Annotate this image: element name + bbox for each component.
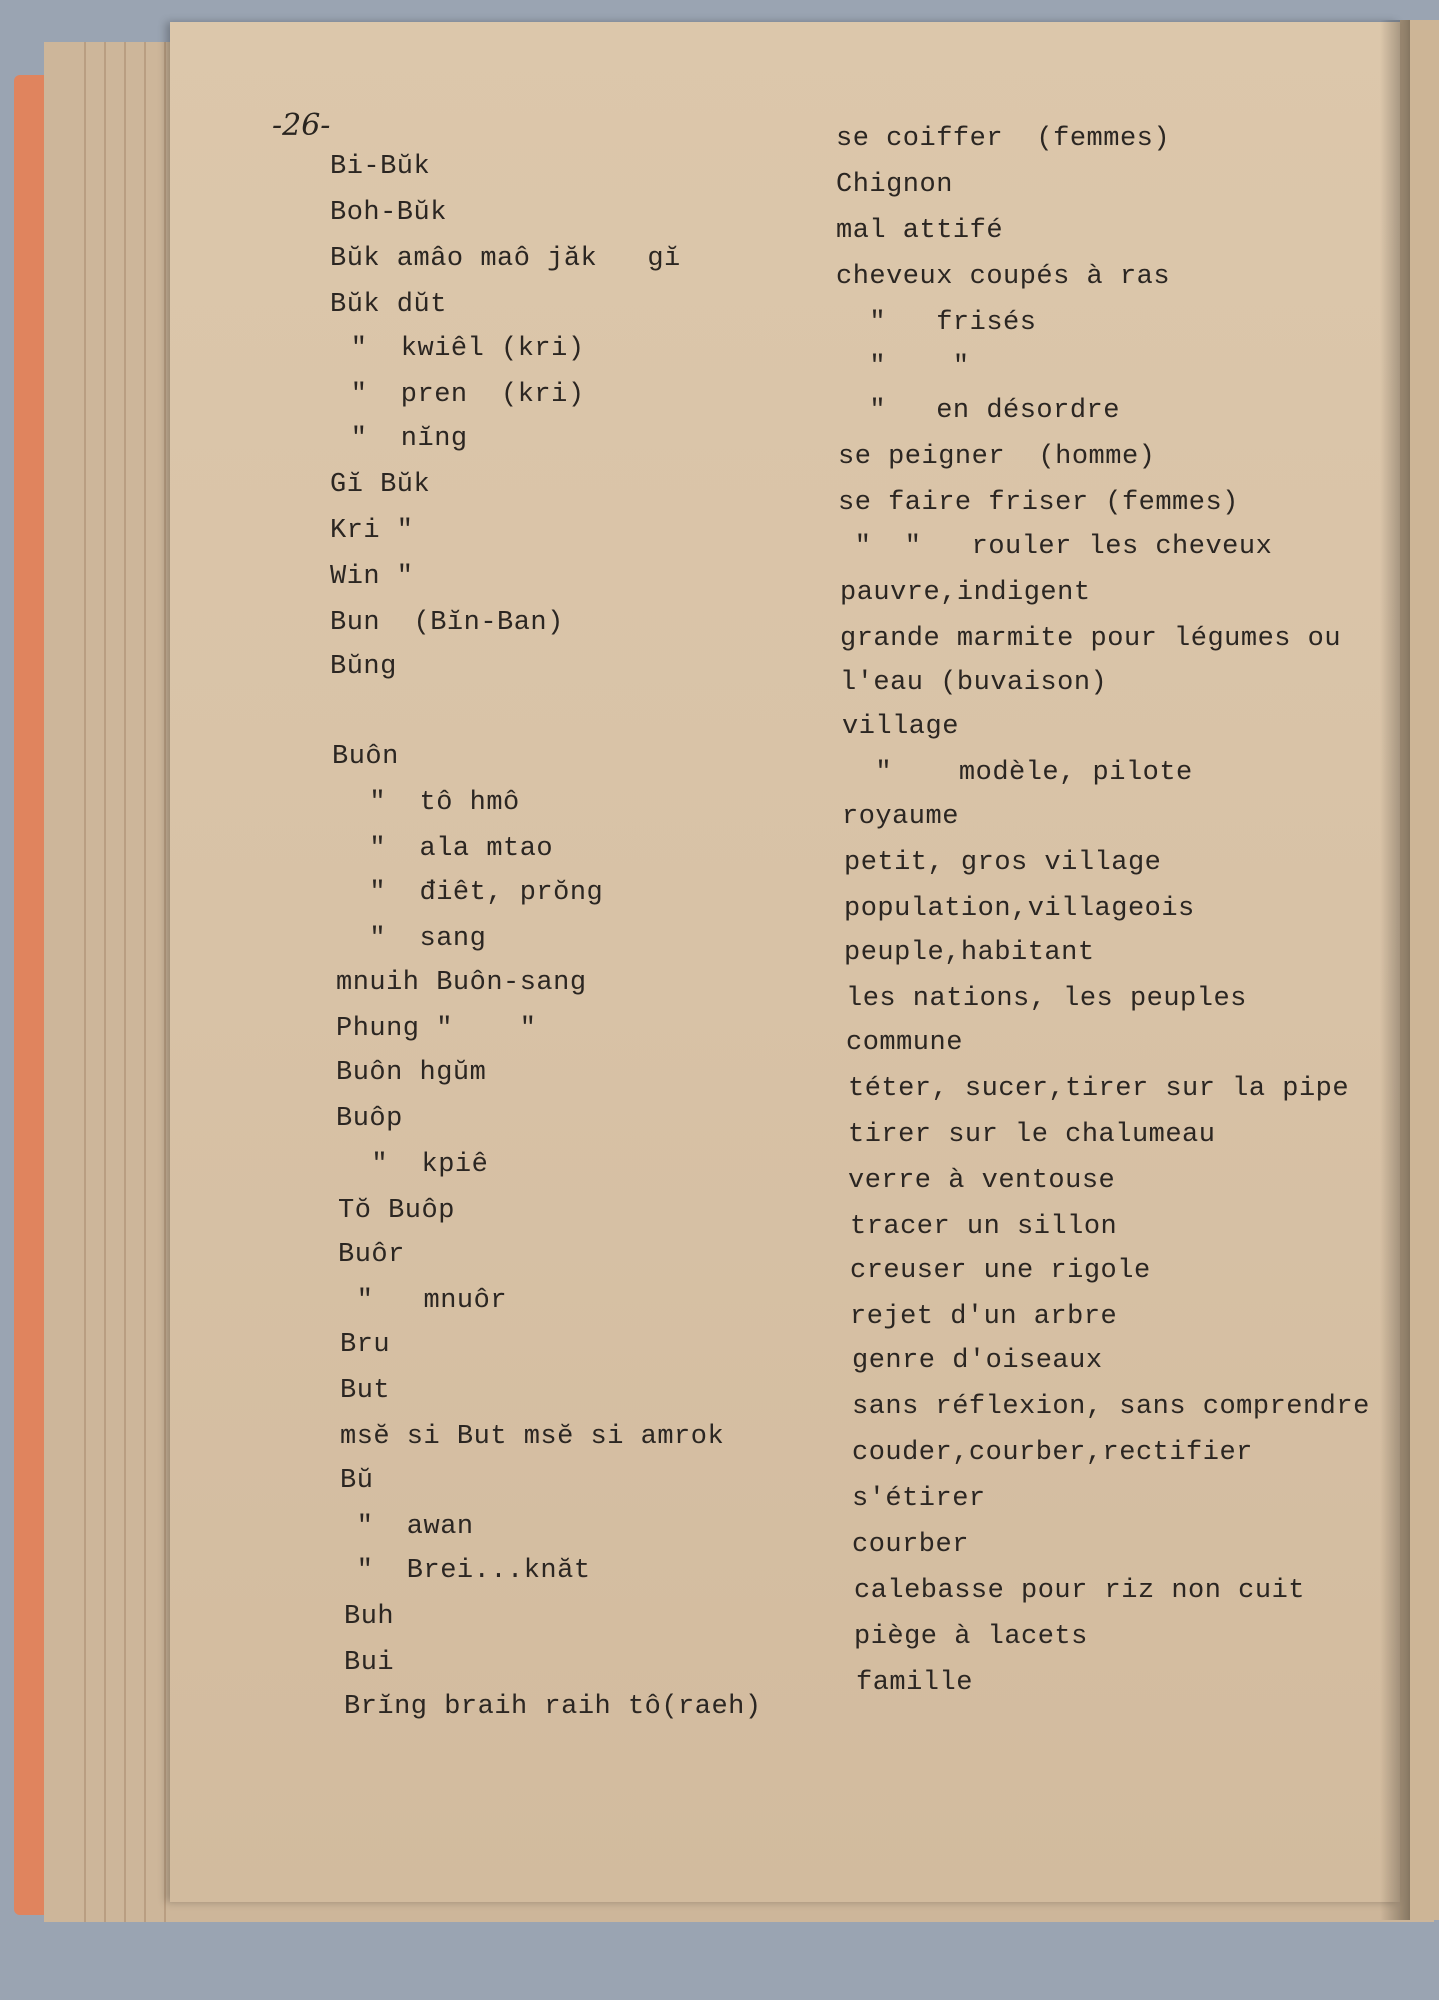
entry-term: " awan: [340, 1512, 474, 1542]
entry-definition: Chignon: [836, 170, 953, 200]
entry-term: " kwiêl (kri): [334, 334, 585, 364]
entry-definition: calebasse pour riz non cuit: [854, 1576, 1305, 1606]
entry-term: Brĭng braih raih tô(raeh): [344, 1692, 762, 1722]
entry-term: msĕ si But msĕ si amrok: [340, 1422, 725, 1452]
entry-definition: population,villageois: [844, 894, 1195, 924]
entry-term: " nĭng: [334, 424, 468, 454]
entry-definition: famille: [856, 1668, 973, 1698]
entry-term: Buôn hgŭm: [336, 1058, 487, 1088]
entry-definition: peuple,habitant: [844, 938, 1095, 968]
entry-definition: village: [842, 712, 959, 742]
entry-definition: couder,courber,rectifier: [852, 1438, 1253, 1468]
entry-definition: rejet d'un arbre: [850, 1302, 1118, 1332]
entry-definition: se peigner (homme): [838, 442, 1156, 472]
entry-term: Bŭ: [340, 1466, 374, 1496]
entry-definition: sans réflexion, sans comprendre: [852, 1392, 1370, 1422]
entry-definition: " modèle, pilote: [842, 758, 1193, 788]
entry-term: Tŏ Buôp: [338, 1196, 455, 1226]
entry-term: Buôn: [332, 742, 399, 772]
entry-term: Bru: [340, 1330, 391, 1360]
entry-term: Boh-Bŭk: [330, 198, 447, 228]
entry-term: " Brei...knăt: [340, 1556, 591, 1586]
entry-definition: grande marmite pour légumes ou: [840, 624, 1342, 654]
entry-definition: commune: [846, 1028, 963, 1058]
entry-definition: " en désordre: [836, 396, 1120, 426]
entry-definition: piège à lacets: [854, 1622, 1088, 1652]
entry-term: Kri ": [330, 516, 414, 546]
entry-term: Buôp: [336, 1104, 403, 1134]
entry-term: " pren (kri): [334, 380, 585, 410]
entry-definition: genre d'oiseaux: [852, 1346, 1103, 1376]
entry-term: Bun (Bĭn-Ban): [330, 608, 564, 638]
entry-term: Bui: [344, 1648, 395, 1678]
entry-term: Bŭk dŭt: [330, 290, 447, 320]
entry-term: Bŭng: [330, 652, 397, 682]
page-number: -26-: [272, 108, 331, 143]
entry-definition: se faire friser (femmes): [838, 488, 1239, 518]
entry-term: Buh: [344, 1602, 395, 1632]
entry-term: " mnuôr: [340, 1286, 508, 1316]
entry-definition: courber: [852, 1530, 969, 1560]
entry-definition: se coiffer (femmes): [836, 124, 1171, 154]
entry-term: " ala mtao: [336, 834, 554, 864]
entry-definition: tracer un sillon: [850, 1212, 1118, 1242]
entry-definition: cheveux coupés à ras: [836, 262, 1171, 292]
entry-term: " kpiê: [338, 1150, 489, 1180]
entry-definition: l'eau (buvaison): [840, 668, 1108, 698]
entry-term: Bŭk amâo maô jăk gĭ: [330, 244, 681, 274]
entry-definition: " " rouler les cheveux: [838, 532, 1273, 562]
entry-definition: creuser une rigole: [850, 1256, 1151, 1286]
entry-definition: mal attifé: [836, 216, 1004, 246]
entry-definition: téter, sucer,tirer sur la pipe: [848, 1074, 1350, 1104]
entry-definition: verre à ventouse: [848, 1166, 1116, 1196]
entry-term: Gĭ Bŭk: [330, 470, 431, 500]
entry-definition: " ": [836, 352, 970, 382]
entry-term: Win ": [330, 562, 414, 592]
spine-shadow: [1380, 20, 1410, 1920]
entry-term: " tô hmô: [336, 788, 520, 818]
entry-term: But: [340, 1376, 391, 1406]
entry-definition: pauvre,indigent: [840, 578, 1091, 608]
entry-term: Phung " ": [336, 1014, 537, 1044]
entry-definition: " frisés: [836, 308, 1037, 338]
entry-term: " sang: [336, 924, 487, 954]
entry-definition: les nations, les peuples: [846, 984, 1247, 1014]
entry-term: Buôr: [338, 1240, 405, 1270]
entry-term: mnuih Buôn-sang: [336, 968, 587, 998]
entry-definition: tirer sur le chalumeau: [848, 1120, 1216, 1150]
entry-term: Bi-Bŭk: [330, 152, 431, 182]
entry-term: " điêt, prŏng: [336, 878, 604, 908]
entry-definition: royaume: [842, 802, 959, 832]
entry-definition: s'étirer: [852, 1484, 986, 1514]
entry-definition: petit, gros village: [844, 848, 1162, 878]
